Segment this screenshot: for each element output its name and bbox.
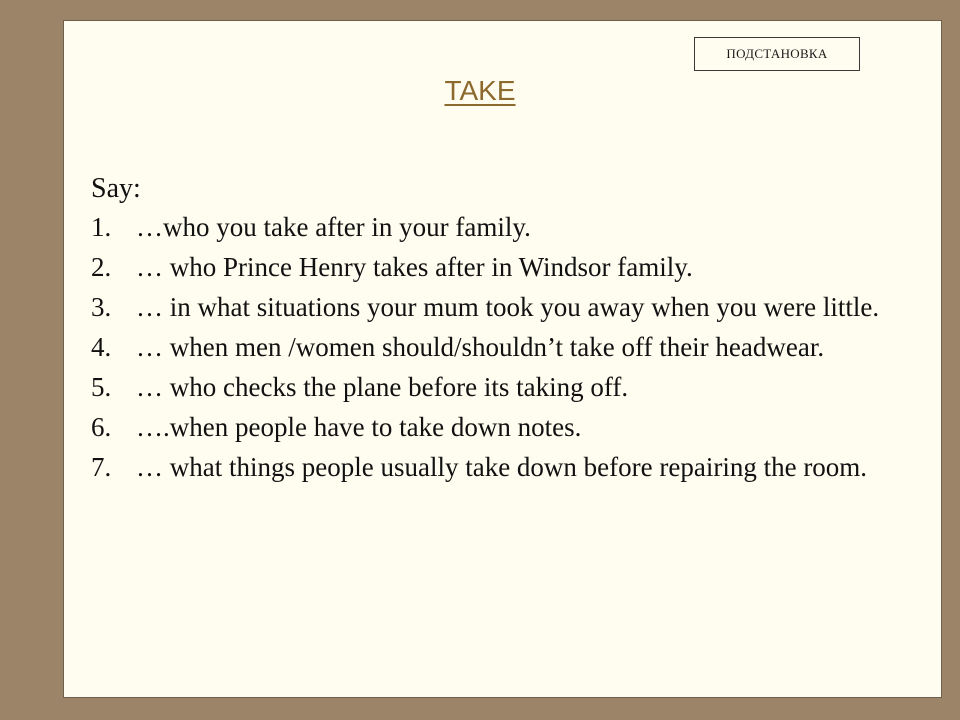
item-text: … when men /women should/shouldn’t take off their headwear. [136, 332, 825, 362]
intro-text: Say: [91, 173, 141, 204]
substitution-button[interactable]: ПОДСТАНОВКА [694, 37, 860, 71]
slide-title-link[interactable]: TAKE [444, 75, 516, 106]
task-list [91, 210, 931, 490]
list-item [91, 330, 931, 364]
list-item [91, 450, 931, 484]
item-text: … what things people usually take down before repairing the room. [136, 452, 868, 482]
item-text: …who you take after in your family. [136, 212, 531, 242]
item-number: 4. [91, 332, 112, 362]
item-text: … who checks the plane before its taking off. [136, 372, 629, 402]
list-item [91, 410, 931, 444]
list-item [91, 210, 931, 244]
item-number: 2. [91, 252, 112, 282]
item-number: 1. [91, 212, 112, 242]
item-number: 3. [91, 292, 112, 322]
list-item [91, 250, 931, 284]
item-number: 7. [91, 452, 112, 482]
list-item [91, 370, 931, 404]
item-text: … who Prince Henry takes after in Windsor family. [136, 252, 693, 282]
item-text: … in what situations your mum took you away when you were little. [136, 292, 880, 322]
item-text: ….when people have to take down notes. [136, 412, 582, 442]
item-number: 6. [91, 412, 112, 442]
item-number: 5. [91, 372, 112, 402]
slide [63, 20, 942, 698]
list-item [91, 290, 931, 324]
